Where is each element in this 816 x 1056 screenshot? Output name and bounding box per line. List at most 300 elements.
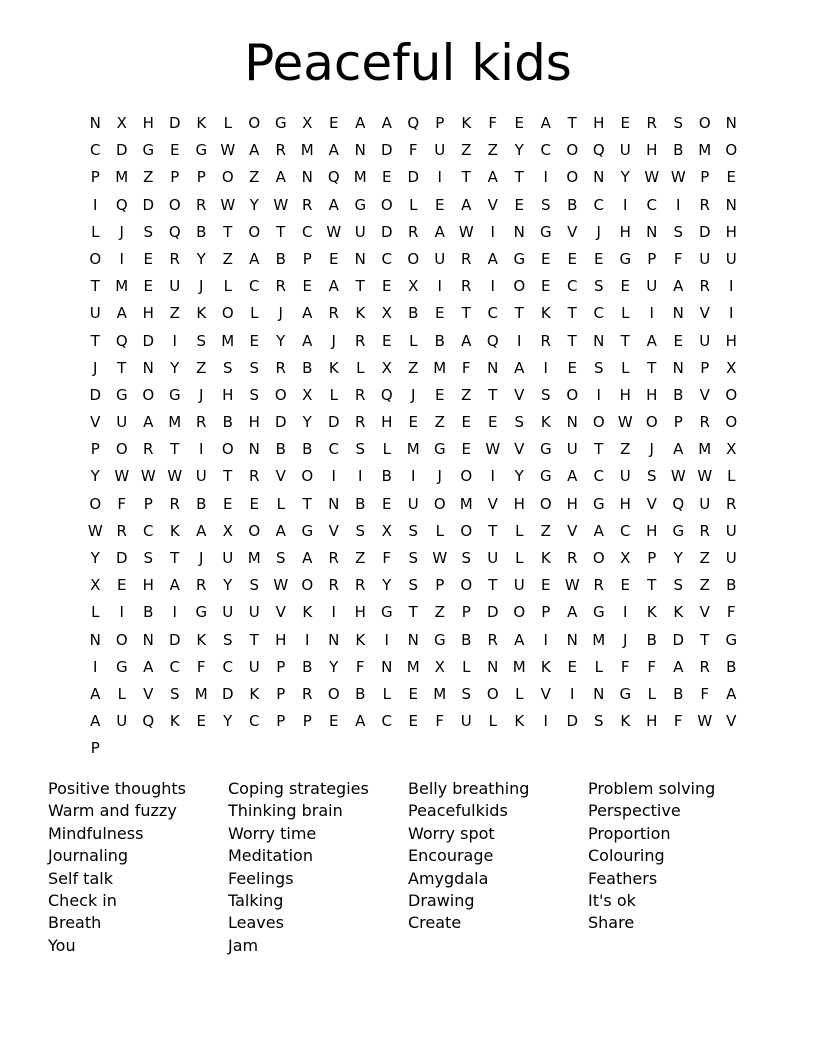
grid-letter: O [433,494,446,513]
grid-letter: D [566,712,579,731]
grid-letter: F [673,249,683,268]
grid-letter: Y [673,549,683,567]
grid-letter: C [487,304,498,323]
grid-letter: K [514,712,525,731]
grid-letter: A [328,195,339,214]
word-item: Feelings [228,868,294,888]
grid-letter: M [194,684,208,703]
grid-letter: R [699,413,710,432]
grid-letter: T [355,277,365,296]
grid-letter: U [407,494,419,513]
grid-letter: S [540,385,551,404]
grid-letter: R [302,684,313,703]
grid-letter: U [354,222,366,241]
grid-letter: U [89,304,101,323]
grid-letter: W [697,712,713,731]
grid-letter: G [142,141,155,160]
grid-letter: S [593,277,604,296]
grid-letter: W [564,576,580,595]
grid-letter: E [196,712,206,731]
grid-letter: B [381,467,392,486]
grid-letter: P [541,603,551,622]
word-item: Feathers [588,868,658,888]
grid-letter: A [196,521,207,540]
word-item: Problem solving [588,779,716,798]
grid-letter: K [461,114,472,132]
grid-letter: T [302,494,312,513]
grid-letter: S [196,331,207,350]
grid-letter: R [355,331,366,350]
grid-letter: R [275,358,286,377]
word-item: Thinking brain [228,801,343,821]
word-item: Talking [228,891,284,911]
grid-letter: J [278,304,283,323]
grid-letter: Y [382,576,392,595]
grid-letter: Y [170,358,180,377]
grid-letter: T [514,168,524,187]
grid-letter: T [223,222,233,241]
grid-letter: H [275,630,287,649]
grid-letter: K [673,603,684,622]
grid-letter: C [381,712,392,731]
grid-letter: L [727,467,736,486]
grid-letter: T [117,358,127,377]
grid-letter: T [620,331,630,350]
grid-letter: N [248,440,260,459]
grid-letter: S [169,684,180,703]
grid-letter: N [328,494,340,513]
word-item: Warm and fuzzy [48,801,177,821]
grid-letter: W [432,549,448,567]
grid-letter: L [91,222,100,241]
grid-letter: Q [380,385,393,404]
grid-letter: Z [249,168,260,187]
grid-letter: V [699,603,710,622]
grid-letter: U [725,549,737,567]
grid-letter: C [593,195,604,214]
grid-letter: B [461,630,472,649]
grid-letter: S [222,358,233,377]
grid-letter: K [646,603,657,622]
grid-letter: A [487,168,498,187]
grid-letter: S [673,576,684,595]
grid-letter: Y [302,413,312,432]
grid-letter: T [90,277,100,296]
grid-letter: X [408,277,419,296]
grid-letter: N [142,630,154,649]
grid-letter: I [729,304,734,323]
grid-letter: Z [699,576,710,595]
word-item: Drawing [408,891,475,911]
grid-letter: N [487,358,499,377]
grid-letter: R [699,277,710,296]
grid-letter: T [594,440,604,459]
grid-letter: H [142,576,154,595]
grid-letter: O [327,684,340,703]
grid-letter: O [698,114,711,132]
grid-letter: A [434,222,445,241]
grid-letter: J [623,630,628,649]
grid-letter: S [673,222,684,241]
grid-letter: I [729,277,734,296]
grid-letter: T [170,549,180,567]
grid-letter: X [381,521,392,540]
grid-letter: H [619,385,631,404]
grid-letter: V [540,684,551,703]
grid-letter: V [487,494,498,513]
grid-letter: W [485,440,501,459]
grid-letter: O [89,494,102,513]
grid-letter: P [647,249,657,268]
grid-letter: O [566,168,579,187]
grid-letter: R [699,657,710,676]
grid-letter: E [620,114,630,132]
grid-letter: K [169,521,180,540]
grid-letter: A [143,657,154,676]
grid-letter: R [169,494,180,513]
grid-letter: K [196,114,207,132]
grid-letter: I [490,222,495,241]
grid-letter: N [328,630,340,649]
grid-letter: Y [90,549,100,567]
grid-letter: U [619,467,631,486]
grid-letter: N [487,657,499,676]
grid-letter: L [594,657,603,676]
grid-letter: K [196,304,207,323]
grid-letter: C [646,195,657,214]
grid-letter: X [116,114,127,132]
grid-letter: M [247,549,261,567]
grid-letter: R [461,277,472,296]
grid-letter: S [673,114,684,132]
grid-letter: U [195,467,207,486]
grid-letter: I [305,630,310,649]
grid-letter: E [329,712,339,731]
grid-letter: Y [196,249,206,268]
grid-letter: G [433,440,446,459]
grid-letter: Z [620,440,631,459]
grid-letter: L [409,195,418,214]
grid-letter: R [355,576,366,595]
grid-letter: O [168,195,181,214]
grid-letter: P [276,657,286,676]
grid-letter: X [381,358,392,377]
grid-letter: O [725,413,738,432]
grid-letter: M [406,440,420,459]
grid-letter: D [89,385,102,404]
word-item: Breath [48,913,102,933]
grid-letter: E [249,331,259,350]
letter-grid [82,110,745,763]
grid-letter: D [380,141,393,160]
grid-letter: F [673,712,683,731]
grid-letter: D [168,114,181,132]
grid-letter: T [488,521,498,540]
grid-letter: E [302,277,312,296]
grid-letter: X [434,657,445,676]
grid-letter: G [115,385,128,404]
grid-letter: J [199,385,204,404]
grid-letter: I [93,195,98,214]
grid-letter: E [620,277,630,296]
grid-letter: X [381,304,392,323]
grid-letter: G [725,630,738,649]
grid-letter: M [698,440,712,459]
grid-letter: K [328,358,339,377]
grid-letter: R [328,304,339,323]
grid-letter: V [487,195,498,214]
grid-letter: O [115,630,128,649]
grid-letter: H [513,494,525,513]
word-item: It's ok [588,891,636,911]
grid-letter: Z [355,549,366,567]
grid-letter: P [700,358,710,377]
grid-letter: S [540,195,551,214]
grid-letter: C [540,141,551,160]
grid-letter: B [726,576,737,595]
grid-letter: C [143,521,154,540]
grid-letter: A [116,304,127,323]
grid-letter: O [407,249,420,268]
grid-letter: A [249,141,260,160]
grid-letter: M [459,494,473,513]
grid-letter: S [355,440,366,459]
grid-letter: L [621,304,630,323]
grid-letter: Y [620,168,630,187]
grid-letter: W [114,467,130,486]
grid-letter: W [617,413,633,432]
grid-letter: X [302,114,313,132]
grid-letter: G [168,385,181,404]
grid-letter: O [566,385,579,404]
grid-letter: G [513,249,526,268]
grid-letter: E [382,494,392,513]
word-item: Colouring [588,846,665,866]
grid-letter: D [380,222,393,241]
grid-letter: U [169,277,181,296]
grid-letter: N [301,168,313,187]
grid-letter: F [647,657,657,676]
grid-letter: G [619,684,632,703]
grid-letter: Y [329,657,339,676]
grid-letter: Z [434,603,445,622]
grid-letter: E [435,304,445,323]
grid-letter: H [646,385,658,404]
grid-letter: L [435,521,444,540]
grid-letter: A [646,331,657,350]
grid-letter: I [93,657,98,676]
grid-letter: K [620,712,631,731]
grid-letter: X [90,576,101,595]
grid-letter: S [249,385,260,404]
grid-letter: F [726,603,736,622]
grid-letter: R [196,413,207,432]
grid-letter: Y [514,141,524,160]
grid-letter: V [275,467,286,486]
grid-letter: D [274,413,287,432]
grid-letter: N [407,630,419,649]
grid-letter: O [380,195,393,214]
grid-letter: Z [487,141,498,160]
grid-letter: T [647,576,657,595]
grid-letter: C [593,304,604,323]
word-item: Check in [48,891,117,911]
grid-letter: O [592,549,605,567]
grid-letter: V [275,603,286,622]
grid-letter: O [89,249,102,268]
grid-letter: E [488,413,498,432]
grid-letter: O [248,521,261,540]
grid-letter: M [406,657,420,676]
grid-letter: L [91,603,100,622]
grid-letter: E [408,712,418,731]
grid-letter: J [93,358,98,377]
word-list [48,778,768,957]
grid-letter: P [461,603,471,622]
grid-letter: G [380,603,393,622]
grid-letter: V [567,521,578,540]
grid-letter: T [700,630,710,649]
grid-letter: Q [672,494,685,513]
grid-letter: I [331,467,336,486]
grid-letter: A [328,141,339,160]
grid-letter: G [592,494,605,513]
grid-letter: A [673,440,684,459]
grid-letter: W [670,467,686,486]
grid-letter: H [646,712,658,731]
grid-letter: E [541,576,551,595]
grid-letter: F [461,358,471,377]
grid-letter: N [89,114,101,132]
grid-letter: B [275,249,286,268]
grid-letter: D [142,195,155,214]
grid-letter: P [276,684,286,703]
grid-letter: I [623,603,628,622]
grid-letter: C [169,657,180,676]
grid-letter: U [116,413,128,432]
grid-letter: C [620,521,631,540]
grid-letter: S [408,521,419,540]
grid-letter: L [382,684,391,703]
grid-letter: I [490,467,495,486]
grid-letter: R [116,521,127,540]
grid-letter: X [620,549,631,567]
grid-letter: T [249,630,259,649]
grid-letter: A [328,277,339,296]
grid-letter: F [117,494,127,513]
grid-letter: A [514,630,525,649]
grid-letter: Q [142,712,155,731]
grid-letter: H [619,494,631,513]
grid-letter: E [329,249,339,268]
grid-letter: I [596,385,601,404]
grid-letter: U [487,549,499,567]
grid-letter: P [302,712,312,731]
grid-letter: L [223,114,232,132]
grid-letter: I [172,603,177,622]
grid-letter: X [222,521,233,540]
grid-letter: E [223,494,233,513]
word-column [408,778,588,957]
grid-letter: T [408,603,418,622]
grid-letter: O [725,385,738,404]
grid-letter: L [621,358,630,377]
grid-letter: O [142,385,155,404]
grid-letter: Z [434,413,445,432]
grid-letter: V [143,684,154,703]
grid-letter: W [140,467,156,486]
grid-letter: M [592,630,606,649]
grid-letter: G [195,141,208,160]
grid-letter: Y [249,195,259,214]
grid-letter: S [646,467,657,486]
grid-letter: A [381,114,392,132]
grid-letter: U [725,249,737,268]
grid-letter: W [220,141,236,160]
grid-letter: O [221,304,234,323]
grid-letter: W [458,222,474,241]
grid-letter: M [698,141,712,160]
word-item: Amygdala [408,868,489,888]
grid-letter: U [460,712,472,731]
grid-letter: Y [90,467,100,486]
grid-letter: R [355,385,366,404]
grid-letter: G [115,657,128,676]
grid-letter: N [593,331,605,350]
grid-letter: J [331,331,336,350]
grid-letter: F [196,657,206,676]
grid-letter: F [488,114,498,132]
grid-letter: G [539,440,552,459]
grid-letter: R [302,195,313,214]
grid-letter: G [592,603,605,622]
grid-letter: T [170,440,180,459]
grid-letter: B [275,440,286,459]
grid-letter: B [646,630,657,649]
grid-letter: K [540,657,551,676]
grid-letter: S [249,358,260,377]
grid-letter: H [646,521,658,540]
grid-letter: V [699,385,710,404]
grid-letter: S [249,576,260,595]
grid-letter: D [221,684,234,703]
grid-letter: S [514,413,525,432]
grid-letter: C [381,249,392,268]
grid-letter: R [461,249,472,268]
grid-letter: T [461,304,471,323]
grid-letter: V [328,521,339,540]
grid-letter: O [221,440,234,459]
grid-letter: L [250,304,259,323]
grid-letter: D [698,222,711,241]
grid-letter: P [700,168,710,187]
grid-letter: H [593,114,605,132]
grid-letter: O [248,222,261,241]
grid-letter: M [353,168,367,187]
grid-letter: W [644,168,660,187]
grid-letter: C [249,277,260,296]
grid-letter: W [697,467,713,486]
grid-letter: Z [699,549,710,567]
grid-letter: W [670,168,686,187]
grid-letter: Z [461,385,472,404]
grid-letter: O [566,141,579,160]
grid-letter: E [461,413,471,432]
grid-letter: I [676,195,681,214]
grid-letter: S [461,684,472,703]
grid-letter: C [328,440,339,459]
grid-letter: I [411,467,416,486]
